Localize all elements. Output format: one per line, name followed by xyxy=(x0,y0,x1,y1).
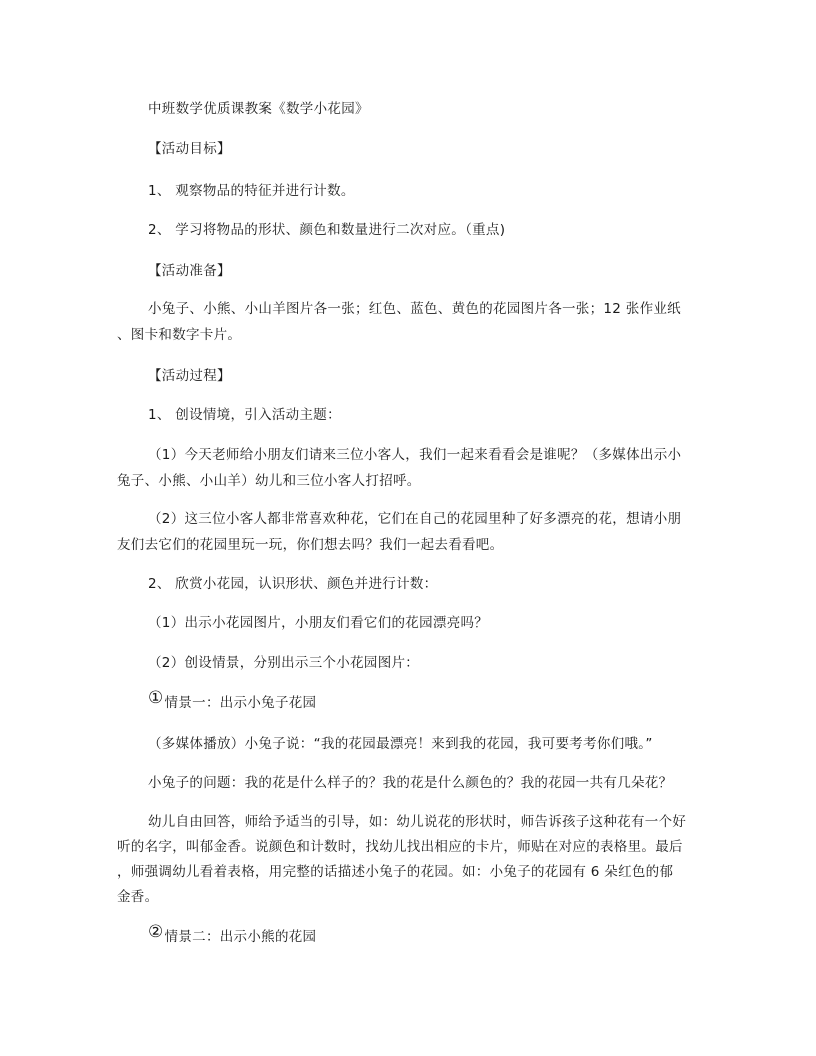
scene-1-heading xyxy=(148,688,317,713)
step-1-1-line-1: （1）今天老师给小朋友们请来三位小客人，我们一起来看看会是谁呢？（多媒体出示小 xyxy=(148,447,682,463)
step-1-2-line-1: （2）这三位小客人都非常喜欢种花，它们在自己的花园里种了好多漂亮的花，想请小朋 xyxy=(148,511,682,527)
scene-2-title: 情景二：出示小熊的花园 xyxy=(164,929,317,945)
prep-paragraph-line-2: 、图卡和数字卡片。 xyxy=(117,327,242,343)
goal-item-1: 1、 观察物品的特征并进行计数。 xyxy=(148,183,355,199)
step-2: 2、 欣赏小花园，认识形状、颜色并进行计数： xyxy=(148,576,438,592)
step-2-1: （1）出示小花园图片，小朋友们看它们的花园漂亮吗？ xyxy=(148,615,489,631)
scene-1-answer-line-4: 金香。 xyxy=(117,889,159,905)
process-heading: 【活动过程】 xyxy=(148,368,231,384)
scene-1-questions: 小兔子的问题：我的花是什么样子的？我的花是什么颜色的？我的花园一共有几朵花？ xyxy=(148,775,673,791)
scene-1-answer-line-1: 幼儿自由回答，师给予适当的引导，如：幼儿说花的形状时，师告诉孩子这种花有一个好 xyxy=(148,814,687,830)
step-1-2-line-2: 友们去它们的花园里玩一玩，你们想去吗？我们一起去看看吧。 xyxy=(117,537,504,553)
goal-heading: 【活动目标】 xyxy=(148,141,231,157)
scene-1-media: （多媒体播放）小兔子说：“我的花园最漂亮！来到我的花园，我可要考考你们哦。” xyxy=(148,736,653,752)
step-1-1-line-2: 兔子、小熊、小山羊）幼儿和三位小客人打招呼。 xyxy=(117,473,421,489)
scene-1-answer-line-2: 听的名字，叫郁金香。说颜色和计数时，找幼儿找出相应的卡片，师贴在对应的表格里。最后 xyxy=(117,839,683,855)
prep-heading: 【活动准备】 xyxy=(148,263,231,279)
prep-paragraph-line-1: 小兔子、小熊、小山羊图片各一张；红色、蓝色、黄色的花园图片各一张；12 张作业纸 xyxy=(148,301,681,317)
goal-item-2: 2、 学习将物品的形状、颜色和数量进行二次对应。（重点) xyxy=(148,222,506,238)
scene-1-answer-line-3: ，师强调幼儿看着表格，用完整的话描述小兔子的花园。如：小兔子的花园有 6 朵红色的郁 xyxy=(117,864,674,880)
step-2-2: （2）创设情景，分别出示三个小花园图片： xyxy=(148,655,420,671)
circled-number-one: ① xyxy=(148,688,164,708)
page-title: 中班数学优质课教案《数学小花园》 xyxy=(148,101,369,117)
step-1: 1、 创设情境，引入活动主题： xyxy=(148,407,341,423)
scene-2-heading xyxy=(148,922,317,947)
scene-1-title: 情景一：出示小兔子花园 xyxy=(164,695,317,711)
circled-number-two: ② xyxy=(148,922,164,942)
